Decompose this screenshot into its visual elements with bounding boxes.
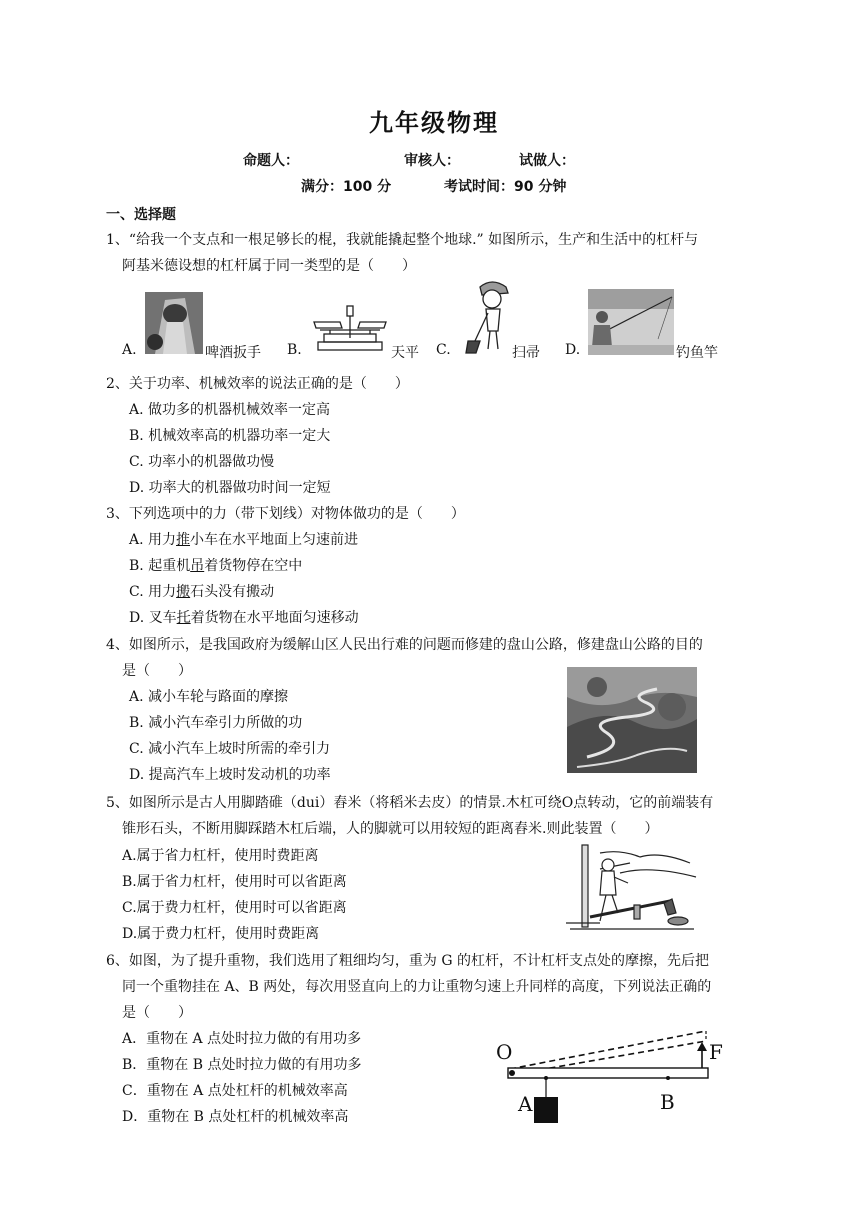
q1-option-b-letter: B.: [287, 342, 302, 358]
weight-block: [534, 1097, 558, 1123]
q4-stem-line1: 4、如图所示，是我国政府为缓解山区人民出行难的问题而修建的盘山公路，修建盘山公路的目的: [106, 637, 703, 653]
label-o: O: [496, 1040, 513, 1064]
q3-c-pre: C. 用力: [129, 584, 177, 600]
page-title: 九年级物理: [369, 109, 499, 137]
q4-option-b: B. 减小汽车牵引力所做的功: [129, 715, 303, 731]
q1-stem-line2: 阿基米德设想的杠杆属于同一类型的是（ ）: [122, 258, 416, 274]
lever-diagram: [490, 1025, 730, 1130]
exam-time: 考试时间：90 分钟: [444, 179, 567, 195]
q5-option-a: A.属于省力杠杆，使用时费距离: [122, 848, 319, 864]
q3-stem: 3、下列选项中的力（带下划线）对物体做功的是（ ）: [106, 506, 465, 522]
q3-option-d: [129, 607, 359, 627]
q2-option-d: D. 功率大的机器做功时间一定短: [129, 480, 331, 496]
q3-d-post: 着货物在水平地面匀速移动: [190, 610, 359, 626]
q2-option-a: A. 做功多的机器机械效率一定高: [129, 402, 331, 418]
q2-stem: 2、关于功率、机械效率的说法正确的是（ ）: [106, 376, 409, 392]
q6-option-a: A．重物在 A 点处时拉力做的有用功多: [122, 1031, 362, 1047]
q1-option-d-letter: D.: [565, 342, 581, 358]
q3-a-post: 小车在水平地面上匀速前进: [190, 532, 359, 548]
q1-option-d-text: 钓鱼竿: [676, 345, 718, 361]
foot-pestle-illustration: [560, 843, 698, 935]
author-label: 命题人：: [243, 153, 299, 169]
reviewer-label: 审核人：: [404, 153, 460, 169]
q4-option-a: A. 减小车轮与路面的摩擦: [129, 689, 289, 705]
q3-option-a: [129, 529, 358, 549]
q4-stem-line2: 是（ ）: [122, 663, 192, 679]
q3-d-pre: D. 叉车: [129, 610, 177, 626]
label-a: A: [518, 1092, 533, 1116]
q3-option-c: [129, 581, 274, 601]
broom-image: [462, 277, 512, 355]
mountain-road-photo: [567, 667, 697, 773]
q2-option-b: B. 机械效率高的机器功率一定大: [129, 428, 331, 444]
bottle-opener-image: [145, 292, 203, 354]
q6-option-d: D．重物在 B 点处杠杆的机械效率高: [122, 1109, 349, 1125]
pivot-o: [509, 1070, 515, 1076]
q2-option-c: C. 功率小的机器做功慢: [129, 454, 275, 470]
fishing-rod-image: [588, 289, 674, 355]
q3-c-post: 石头没有搬动: [190, 584, 275, 600]
q1-option-c-letter: C.: [436, 342, 451, 358]
q5-stem-line1: 5、如图所示是古人用脚踏碓（dui）舂米（将稻米去皮）的情景.木杠可绕O点转动，它的前端装有: [106, 795, 714, 811]
q6-stem-line2: 同一个重物挂在 A、B 两处，每次用竖直向上的力让重物匀速上升同样的高度，下列说法正确的: [122, 979, 712, 995]
tester-label: 试做人：: [519, 153, 575, 169]
q5-option-c: C.属于费力杠杆，使用时可以省距离: [122, 900, 347, 916]
label-f: F: [709, 1040, 723, 1064]
q1-option-a-letter: A.: [122, 342, 137, 358]
q6-stem-line3: 是（ ）: [122, 1005, 192, 1021]
full-score: 满分：100 分: [301, 179, 392, 195]
q5-option-d: D.属于费力杠杆，使用时费距离: [122, 926, 320, 942]
q6-option-b: B．重物在 B 点处时拉力做的有用功多: [122, 1057, 362, 1073]
lever-raised-top: [510, 1031, 706, 1069]
q3-d-underlined: 托: [176, 610, 191, 626]
q5-option-b: B.属于省力杠杆，使用时可以省距离: [122, 874, 347, 890]
q3-c-underlined: 搬: [176, 584, 191, 600]
q6-option-c: C．重物在 A 点处杠杆的机械效率高: [122, 1083, 348, 1099]
q4-option-d: D. 提高汽车上坡时发动机的功率: [129, 767, 331, 783]
q3-a-underlined: 推: [176, 532, 191, 548]
q1-option-b-text: 天平: [391, 345, 419, 361]
lever-bar: [508, 1068, 708, 1078]
section-heading: 一、选择题: [106, 207, 176, 223]
q3-b-post: 着货物停在空中: [204, 558, 303, 574]
q3-option-b: [129, 555, 302, 575]
q3-b-underlined: 吊: [190, 558, 205, 574]
balance-scale-image: [310, 302, 390, 354]
q1-option-c-text: 扫帚: [512, 345, 540, 361]
label-b: B: [660, 1090, 675, 1114]
q1-stem-line1: 1、“给我一个支点和一根足够长的棍，我就能撬起整个地球.” 如图所示，生产和生活中的杠杆与: [106, 232, 699, 248]
q6-stem-line1: 6、如图，为了提升重物，我们选用了粗细均匀，重为 G 的杠杆，不计杠杆支点处的摩擦，先后把: [106, 953, 709, 969]
q5-stem-line2: 锥形石头，不断用脚踩踏木杠后端，人的脚就可以用较短的距离舂米.则此装置（ ）: [122, 821, 659, 837]
q3-b-pre: B. 起重机: [129, 558, 191, 574]
q4-option-c: C. 减小汽车上坡时所需的牵引力: [129, 741, 331, 757]
point-b: [666, 1076, 670, 1080]
q3-a-pre: A. 用力: [129, 532, 177, 548]
q1-option-a-text: 啤酒扳手: [205, 345, 261, 361]
